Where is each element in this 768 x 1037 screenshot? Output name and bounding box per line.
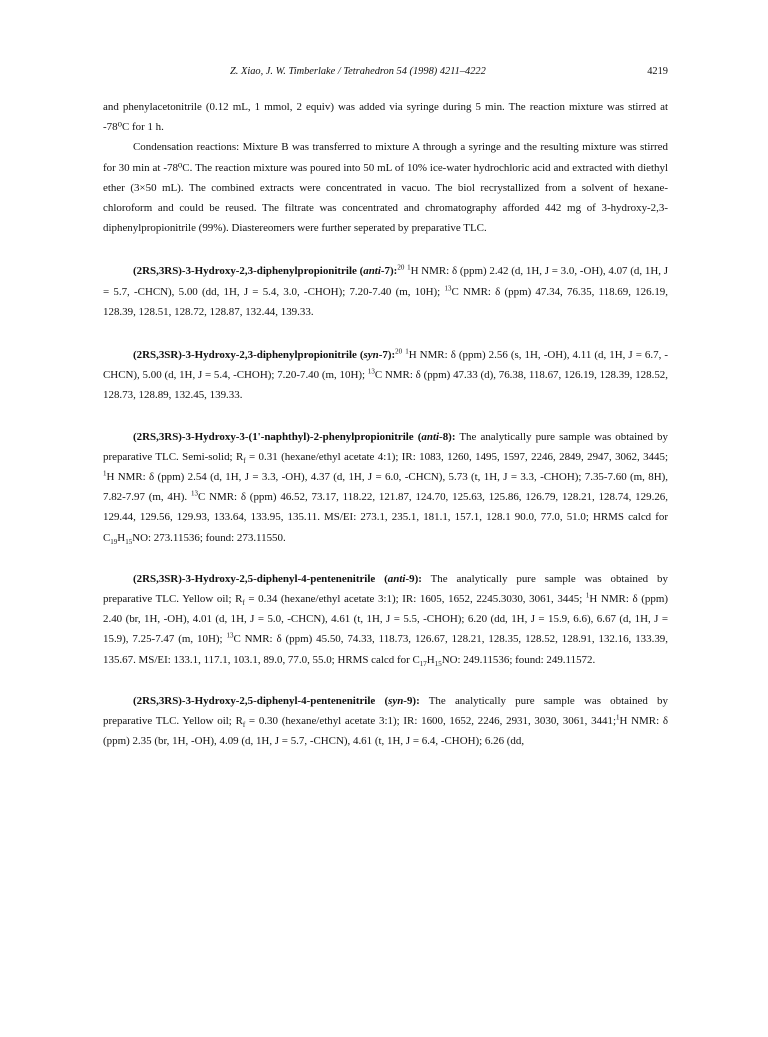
reference-marker: 20	[395, 347, 403, 356]
compound-entry-anti-8: (2RS,3RS)-3-Hydroxy-3-(1'-naphthyl)-2-phenylpropionitrile (anti-8): The analytically pure sample was obtained by preparative TLC. Semi-solid; $R_f = 0.31$ (hexane/ethyl acetate 4:1); IR: 1083, 1260, 1495, 1597, 2246, 2849, 2947, 3062, 3445; $^1$H NMR: δ (ppm) 2.54 (d, 1H, J = 3.3, -OH), 4.37 (d, 1H, J = 6.0, -CHCN), 5.73 (t, 1H, J = 3.3, -CHOH); 7.35-7.60 (m, 8H), 7.82-7.97 (m, 4H). $^{13}$C NMR: δ (ppm) 46.52, 73.17, 118.22, 121.87, 124.70, 125.63, 125.86, 126.79, 128.21, 128.74, 129.26, 129.44, 129.56, 129.93, 133.64, 133.95, 135.11. MS/EI: 273.1, 235.1, 181.1, 157.1, 128.1 90.0, 77.0, 51.0; HRMS calcd for $C_{19}H_{15}NO$: 273.11536; found: 273.11550.	[103, 430, 668, 546]
compound-entry-anti-7: (2RS,3RS)-3-Hydroxy-2,3-diphenylpropionitrile (anti-7):$^{20}$ $^1$H NMR: δ (ppm) 2.42 (d, 1H, J = 3.0, -OH), 4.07 (d, 1H, J = 5.7, -CHCN), 5.00 (dd, 1H, J = 5.4, 3.0, -CHOH); 7.20-7.40 (m, 10H); $^{13}$C NMR: δ (ppm) 47.34, 76.35, 118.69, 126.19, 128.39, 128.51, 128.72, 128.87, 132.44, 139.33.	[103, 263, 668, 318]
page-number: 4219	[647, 66, 668, 77]
compound-heading: (2RS,3RS)-3-Hydroxy-2,3-diphenylpropionitrile (anti-7):	[133, 265, 398, 278]
h-nmr-data: H NMR: δ (ppm) 2.42 (d, 1H, J = 3.0, -OH), 4.07 (d, 1H, J = 5.7, -CHCN), 5.00 (dd, 1H, J = 5.4, 3.0, -CHOH); 7.20-7.40 (m, 10H);	[103, 265, 668, 298]
running-title: Z. Xiao, J. W. Timberlake / Tetrahedron 54 (1998) 4211–4222	[230, 66, 486, 77]
h-nmr-data: H NMR: δ (ppm) 2.56 (s, 1H, -OH), 4.11 (d, 1H, J = 6.7, -CHCN), 5.00 (d, 1H, J = 5.4, -CHOH); 7.20-7.40 (m, 10H);	[103, 349, 669, 382]
hrms-data: NO: 273.11536; found: 273.11550.	[132, 531, 286, 544]
c-nmr-data: C NMR: δ (ppm) 46.52, 73.17, 118.22, 121.87, 124.70, 125.63, 125.86, 126.79, 128.21, 128.74, 129.26, 129.44, 129.56, 129.93, 133.64, 133.95, 135.11. MS/EI: 273.1, 235.1, 181.1, 157.1, 128.1 90.0, 77.0, 51.0; HRMS calcd for C	[103, 491, 668, 544]
article-body	[103, 97, 668, 751]
hrms-data: NO: 249.11536; found: 249.11572.	[441, 653, 596, 666]
c-nmr-data: C NMR: δ (ppm) 45.50, 74.33, 118.73, 126.67, 128.21, 128.35, 128.52, 128.91, 132.16, 133.39, 135.67. MS/EI: 133.1, 117.1, 103.1, 89.0, 77.0, 55.0; HRMS calcd for C	[103, 633, 669, 666]
paragraph-reaction-end: and phenylacetonitrile (0.12 mL, 1 mmol, 2 equiv) was added via syringe during 5 min. The reaction mixture was stirred at -78⁰C for 1 h.	[103, 101, 668, 134]
compound-heading: (2RS,3RS)-3-Hydroxy-2,5-diphenyl-4-pentenenitrile (syn-9):	[133, 694, 420, 707]
h-nmr-data: H NMR: δ (ppm) 2.40 (br, 1H, -OH), 4.01 (d, 1H, J = 5.0, -CHCN), 4.61 (t, 1H, J = 5.5, -CHOH); 6.20 (dd, 1H, J = 15.9, 6.6), 6.67 (d, 1H, J = 15.9), 7.25-7.47 (m, 10H);	[103, 593, 668, 646]
compound-heading: (2RS,3SR)-3-Hydroxy-2,5-diphenyl-4-pentenenitrile (anti-9):	[133, 572, 422, 585]
compound-entry-syn-9: (2RS,3RS)-3-Hydroxy-2,5-diphenyl-4-pentenenitrile (syn-9): The analytically pure sample was obtained by preparative TLC. Yellow oil; $R_f = 0.30$ (hexane/ethyl acetate 3:1); IR: 1600, 1652, 2246, 2931, 3030, 3061, 3441;$^1$H NMR: δ (ppm) 2.35 (br, 1H, -OH), 4.09 (d, 1H, J = 5.7, -CHCN), 4.61 (t, 1H, J = 6.4, -CHOH); 6.26 (dd,	[103, 694, 668, 748]
c-nmr-data: C NMR: δ (ppm) 47.33 (d), 76.38, 118.67, 126.19, 128.39, 128.52, 128.73, 128.89, 132.45, 139.33.	[103, 369, 669, 402]
compound-entry-syn-7: (2RS,3SR)-3-Hydroxy-2,3-diphenylpropionitrile (syn-7):$^{20}$ $^1$H NMR: δ (ppm) 2.56 (s, 1H, -OH), 4.11 (d, 1H, J = 6.7, -CHCN), 5.00 (d, 1H, J = 5.4, -CHOH); 7.20-7.40 (m, 10H); $^{13}$C NMR: δ (ppm) 47.33 (d), 76.38, 118.67, 126.19, 128.39, 128.52, 128.73, 128.89, 132.45, 139.33.	[103, 347, 669, 402]
compound-heading: (2RS,3SR)-3-Hydroxy-2,3-diphenylpropionitrile (syn-7):	[133, 349, 396, 362]
compound-entry-anti-9: (2RS,3SR)-3-Hydroxy-2,5-diphenyl-4-pentenenitrile (anti-9): The analytically pure sample was obtained by preparative TLC. Yellow oil; $R_f = 0.34$ (hexane/ethyl acetate 3:1); IR: 1605, 1652, 2245.3030, 3061, 3445; $^1$H NMR: δ (ppm) 2.40 (br, 1H, -OH), 4.01 (d, 1H, J = 5.0, -CHCN), 4.61 (t, 1H, J = 5.5, -CHOH); 6.20 (dd, 1H, J = 15.9, 6.6), 6.67 (d, 1H, J = 15.9), 7.25-7.47 (m, 10H); $^{13}$C NMR: δ (ppm) 45.50, 74.33, 118.73, 126.67, 128.21, 128.35, 128.52, 128.91, 132.16, 133.39, 135.67. MS/EI: 133.1, 117.1, 103.1, 89.0, 77.0, 55.0; HRMS calcd for $C_{17}H_{15}NO$: 249.11536; found: 249.11572.	[103, 572, 669, 668]
paragraph-condensation: Condensation reactions: Mixture B was transferred to mixture A through a syringe and the resulting mixture was stirred for 30 min at -78⁰C. The reaction mixture was poured into 50 mL of 10% ice-water hydrochloric acid and extracted with diethyl ether (3×50 mL). The combined extracts were concentrated in vacuo. The biol recrystallized from a solvent of hexane-chloroform and could be reused. The filtrate was concentrated and chromatography afforded 442 mg of 3-hydroxy-2,3-diphenylpropionitrile (99%). Diastereomers were further seperated by preparative TLC.	[103, 141, 668, 235]
reference-marker: 20	[397, 263, 405, 272]
h-nmr-data: H NMR: δ (ppm) 2.54 (d, 1H, J = 3.3, -OH), 4.37 (d, 1H, J = 6.0, -CHCN), 5.73 (t, 1H, J = 3.3, -CHOH); 7.35-7.60 (m, 8H), 7.82-7.97 (m, 4H).	[103, 471, 668, 504]
running-header	[103, 66, 668, 82]
compound-heading: (2RS,3RS)-3-Hydroxy-3-(1'-naphthyl)-2-phenylpropionitrile (anti-8):	[133, 430, 456, 443]
c-nmr-data: C NMR: δ (ppm) 47.34, 76.35, 118.69, 126.19, 128.39, 128.51, 128.72, 128.87, 132.44, 139.33.	[103, 285, 668, 318]
h-nmr-data: H NMR: δ (ppm) 2.35 (br, 1H, -OH), 4.09 (d, 1H, J = 5.7, -CHCN), 4.61 (t, 1H, J = 6.4, -CHOH); 6.26 (dd,	[103, 715, 668, 748]
